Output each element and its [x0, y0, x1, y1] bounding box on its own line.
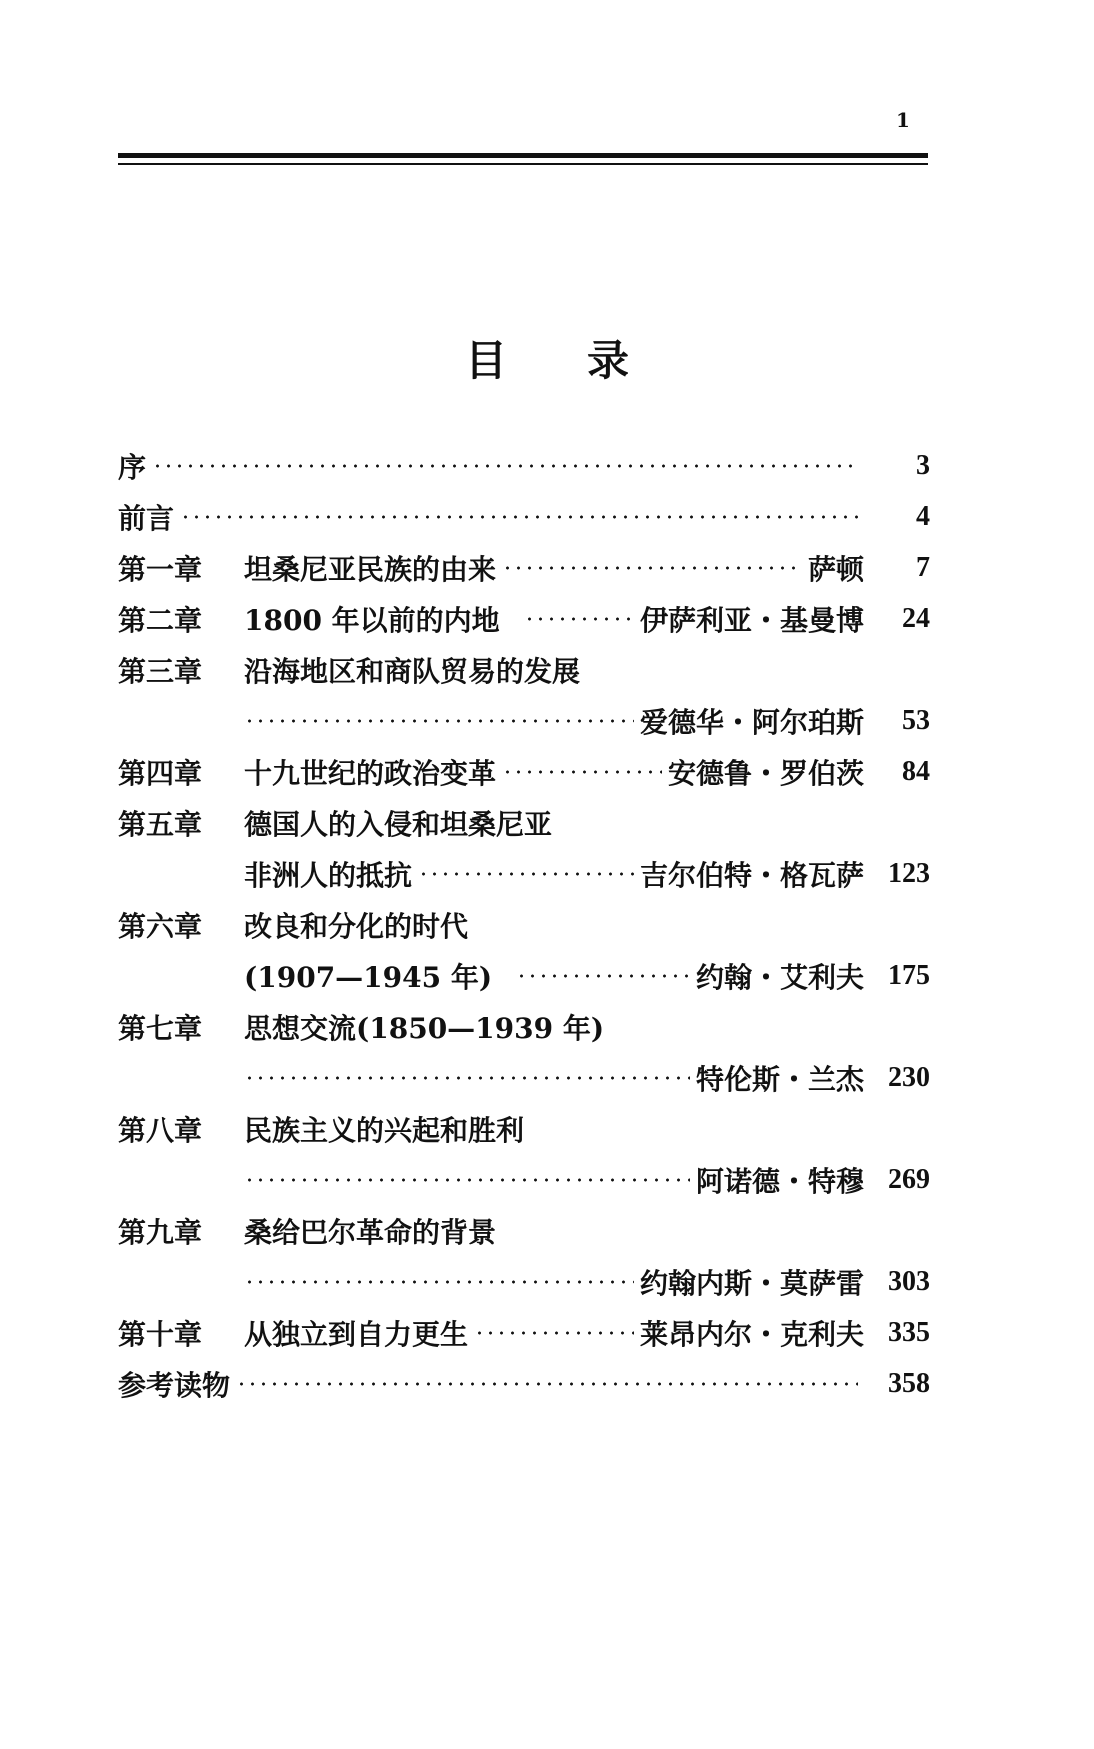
dot-leader [152, 452, 858, 480]
toc-entry-chapter-5-cont[interactable] [118, 848, 930, 899]
toc-author: 特伦斯・兰杰 [695, 1062, 864, 1096]
toc-label: 第十章 [118, 1317, 203, 1351]
dot-leader [524, 605, 634, 633]
toc-title: 目录 [464, 336, 709, 385]
toc-title-text: 十九世纪的政治变革 [244, 756, 497, 790]
toc-label: 第八章 [118, 1113, 203, 1147]
toc-entry-chapter-9[interactable] [118, 1205, 930, 1256]
table-of-contents [118, 440, 930, 1409]
toc-page: 335 [888, 1316, 930, 1348]
dot-leader [474, 1319, 634, 1347]
toc-label: 第一章 [118, 552, 203, 586]
toc-title-text: 改良和分化的时代 [244, 909, 469, 943]
toc-title-text: 坦桑尼亚民族的由来 [244, 552, 497, 586]
dot-leader [244, 1166, 690, 1194]
toc-label: 第三章 [118, 654, 203, 688]
toc-author: 莱昂内尔・克利夫 [639, 1317, 864, 1351]
dot-leader [244, 707, 634, 735]
toc-label: 序 [118, 450, 147, 484]
dot-leader [502, 554, 802, 582]
toc-entry-chapter-1[interactable] [118, 542, 930, 593]
dot-leader [244, 1064, 690, 1092]
toc-title-text: (1907—1945 年) [244, 960, 493, 994]
toc-page: 358 [888, 1367, 930, 1399]
toc-entry-chapter-8-cont[interactable] [118, 1154, 930, 1205]
toc-page: 7 [916, 551, 930, 583]
toc-entry-chapter-3-cont[interactable] [118, 695, 930, 746]
toc-entry-chapter-3[interactable] [118, 644, 930, 695]
toc-entry-chapter-5[interactable] [118, 797, 930, 848]
toc-page: 24 [902, 602, 930, 634]
toc-label: 参考读物 [118, 1368, 231, 1402]
toc-author: 阿诺德・特穆 [695, 1164, 864, 1198]
toc-label: 第五章 [118, 807, 203, 841]
toc-page: 3 [916, 449, 930, 481]
toc-entry-chapter-2[interactable] [118, 593, 930, 644]
toc-author: 萨顿 [807, 552, 864, 586]
toc-label: 前言 [118, 501, 175, 535]
toc-entry-chapter-7-cont[interactable] [118, 1052, 930, 1103]
toc-label: 第九章 [118, 1215, 203, 1249]
dot-leader [244, 1268, 634, 1296]
toc-page: 230 [888, 1061, 930, 1093]
toc-entry-chapter-10[interactable] [118, 1307, 930, 1358]
toc-entry-chapter-7[interactable] [118, 1001, 930, 1052]
toc-page: 53 [902, 704, 930, 736]
toc-title-text: 民族主义的兴起和胜利 [244, 1113, 525, 1147]
toc-title-text: 非洲人的抵抗 [244, 858, 413, 892]
toc-title-text: 德国人的入侵和坦桑尼亚 [244, 807, 553, 841]
toc-author: 安德鲁・罗伯茨 [667, 756, 864, 790]
toc-entry-chapter-6[interactable] [118, 899, 930, 950]
toc-title-text: 桑给巴尔革命的背景 [244, 1215, 497, 1249]
toc-title-text: 思想交流(1850—1939 年) [244, 1011, 605, 1045]
header-rule-thin [118, 163, 928, 165]
toc-entry-foreword[interactable] [118, 491, 930, 542]
dot-leader [502, 758, 662, 786]
toc-title-text: 1800 年以前的内地 [244, 603, 500, 637]
toc-entry-chapter-8[interactable] [118, 1103, 930, 1154]
toc-title-text: 从独立到自力更生 [244, 1317, 469, 1351]
toc-page: 4 [916, 500, 930, 532]
toc-author: 伊萨利亚・基曼博 [639, 603, 864, 637]
toc-label: 第七章 [118, 1011, 203, 1045]
toc-page: 175 [888, 959, 930, 991]
dot-leader [236, 1370, 858, 1398]
toc-author: 爱德华・阿尔珀斯 [639, 705, 864, 739]
toc-page: 123 [888, 857, 930, 889]
toc-label: 第四章 [118, 756, 203, 790]
dot-leader [516, 962, 690, 990]
toc-entry-chapter-4[interactable] [118, 746, 930, 797]
toc-entry-preface[interactable] [118, 440, 930, 491]
toc-page: 269 [888, 1163, 930, 1195]
dot-leader [418, 860, 634, 888]
dot-leader [180, 503, 858, 531]
toc-entry-chapter-6-cont[interactable] [118, 950, 930, 1001]
toc-title-text: 沿海地区和商队贸易的发展 [244, 654, 581, 688]
toc-author: 约翰内斯・莫萨雷 [639, 1266, 864, 1300]
toc-author: 吉尔伯特・格瓦萨 [639, 858, 864, 892]
page-number: 1 [896, 108, 910, 132]
toc-label: 第二章 [118, 603, 203, 637]
toc-entry-further-reading[interactable] [118, 1358, 930, 1409]
toc-entry-chapter-9-cont[interactable] [118, 1256, 930, 1307]
toc-label: 第六章 [118, 909, 203, 943]
toc-author: 约翰・艾利夫 [695, 960, 864, 994]
header-rule-thick [118, 153, 928, 158]
toc-page: 303 [888, 1265, 930, 1297]
toc-page: 84 [902, 755, 930, 787]
